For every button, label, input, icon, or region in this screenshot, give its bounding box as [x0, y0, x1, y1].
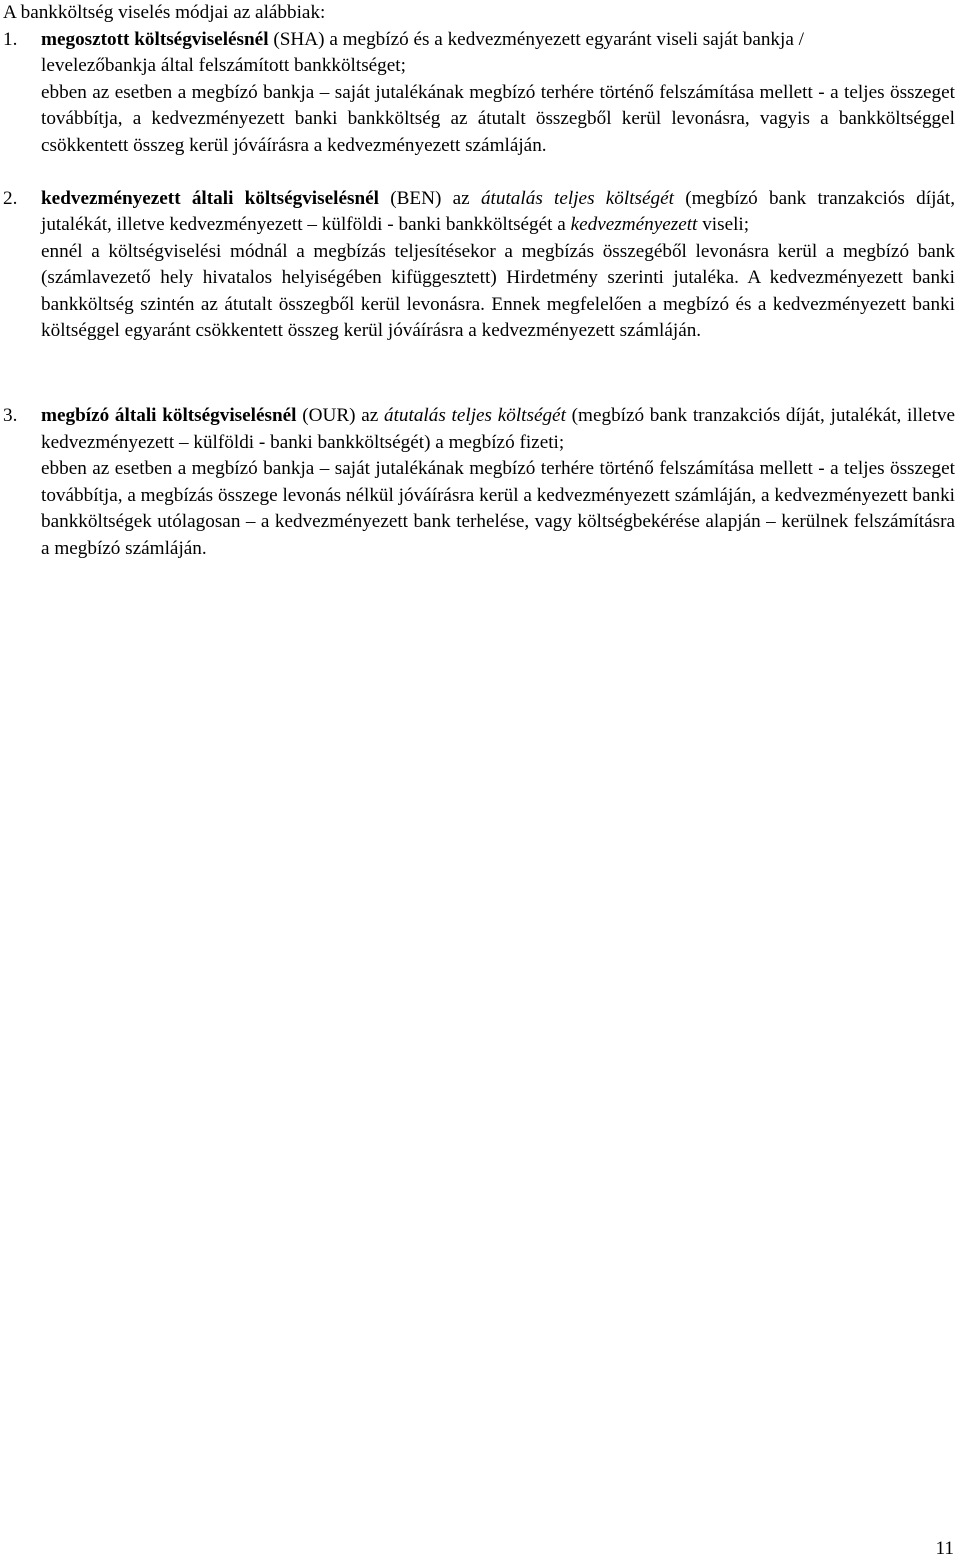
item-emphasis: átutalás teljes költségét	[383, 405, 566, 426]
item-title: kedvezményezett általi költségviselésnél	[41, 187, 379, 209]
item-body	[41, 186, 955, 345]
item-text: levelezőbankja által felszámított bankköltséget;	[41, 55, 406, 76]
item-body	[41, 27, 955, 160]
item-2-paragraph: ennél a költségviselési módnál a megbízás teljesítésekor a megbízás összegéből levonásra kerül a megbízó bank (számlavezető hely hivatalos helyiségében kifüggesztett) Hirdetmény szerinti jutaléka. A kedvezményezett banki bankköltség szintén az átutalt összegből kerül levonásra. Ennek megfelelően a megbízó és a kedvezményezett banki költséggel egyaránt csökkentett összeg kerül jóváírásra a kedvezményezett számláján.	[41, 240, 955, 341]
item-text: viseli;	[702, 214, 750, 235]
page-number: 11	[935, 1538, 954, 1559]
item-3-paragraph: ebben az esetben a megbízó bankja – saját jutalékának megbízó terhére történő felszámítása mellett - a teljes összeget továbbítja, a megbízás összege levonás nélkül jóváírásra kerül a kedvezményezett számláján, a kedvezményezett banki bankköltségek utólagosan – a kedvezményezett bank terhelése, vagy költségbekérése alapján – kerülnek felszámításra a megbízó számláján.	[41, 458, 955, 559]
item-title: megbízó általi költségviselésnél	[41, 405, 297, 426]
item-text: (megbízó bank tranzakciós díját, jutalékát, illetve kedvezményezett – külföldi - banki bankköltségét) a megbízó fizeti;	[41, 405, 956, 453]
item-number: 3.	[3, 405, 18, 426]
item-text: a megbízó és a kedvezményezett egyaránt viseli saját bankja /	[329, 28, 804, 50]
item-2-lead	[41, 186, 955, 239]
item-number: 1.	[3, 28, 18, 50]
item-code: (SHA)	[273, 28, 325, 50]
item-text: (megbízó bank tranzakciós díját, jutalékát, illetve kedvezményezett – külföldi - banki bankköltségét a	[41, 187, 956, 235]
item-3-lead	[41, 403, 955, 456]
item-body	[41, 403, 955, 562]
item-code: (BEN) az	[390, 187, 470, 209]
item-title: megosztott költségviselésnél	[41, 28, 269, 50]
item-1-paragraph: ebben az esetben a megbízó bankja – saját jutalékának megbízó terhére történő felszámítása mellett - a teljes összeget továbbítja, a kedvezményezett banki bankköltség az átutalt összegből kerül levonásra, vagyis a bankköltséggel csökkentett összeg kerül jóváírásra a kedvezményezett számláján.	[41, 81, 955, 156]
item-emphasis: átutalás teljes költségét	[480, 187, 674, 209]
item-code: (OUR) az	[302, 405, 379, 426]
item-number: 2.	[3, 187, 18, 209]
intro-line: A bankköltség viselés módjai az alábbiak:	[3, 2, 326, 23]
item-1-lead	[41, 27, 955, 80]
item-emphasis: kedvezményezett	[570, 214, 698, 235]
